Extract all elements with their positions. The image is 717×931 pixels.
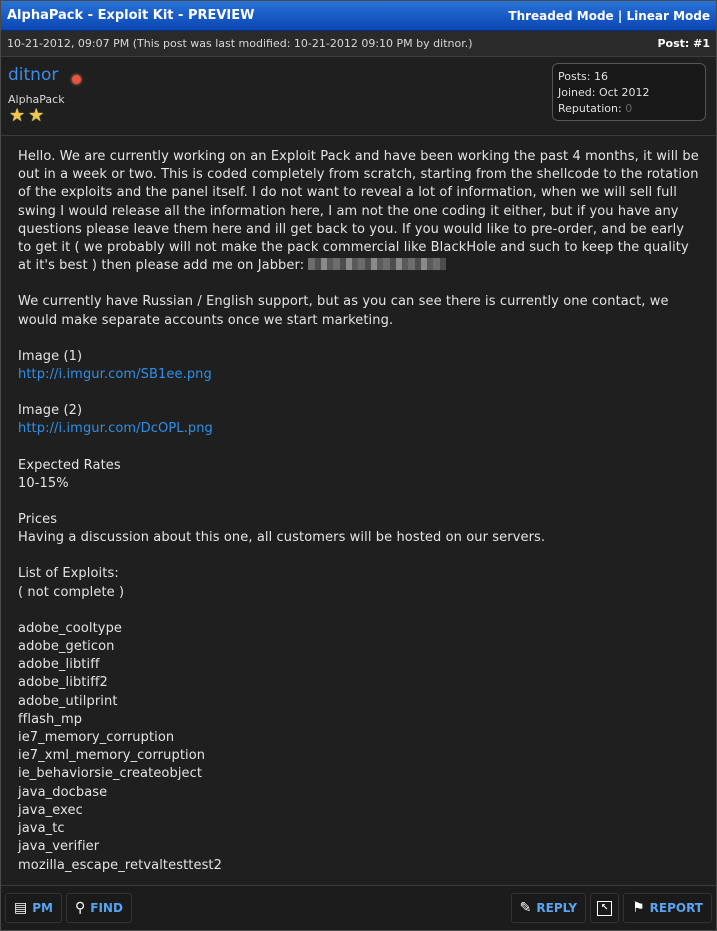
pm-button[interactable] [5,893,62,923]
reply-label: REPLY [536,901,578,915]
image2-link[interactable]: http://i.imgur.com/DcOPL.png [18,421,213,437]
pencil-icon: ✎ [519,900,532,916]
quote-arrow-icon: ↖ [597,901,612,916]
list-item: java_docbase [18,784,108,800]
post-body [1,136,716,875]
reputation-label: Reputation: [558,102,622,115]
list-item: mozilla_escape_retvaltesttest2 [18,857,223,873]
post-timestamp: 10-21-2012, 09:07 PM (This post was last modified: 10-21-2012 09:10 PM by ditnor.) [7,37,473,50]
list-item: fflash_mp [18,711,83,727]
message-icon: ▤ [14,900,28,916]
joined-date: Oct 2012 [598,86,650,99]
report-label: REPORT [649,901,703,915]
posts-stat [558,69,700,85]
star-icon: ★ [28,105,45,126]
list-item: ie_behaviorsie_createobject [18,766,203,782]
threaded-mode-link[interactable]: Threaded Mode [508,8,614,23]
user-stars [9,107,44,125]
list-item: adobe_geticon [18,639,115,655]
support-text: We currently have Russian / English support, but as you can see there is currently one contact, we would make separate accounts once we start marketing. [18,294,669,328]
exploits-note: ( not complete ) [18,584,125,600]
find-label: FIND [90,901,123,915]
thread-title: AlphaPack - Exploit Kit - PREVIEW [7,8,255,23]
flag-icon: ⚑ [632,900,645,916]
linear-mode-link[interactable]: Linear Mode [626,8,710,23]
offline-status-icon [72,75,81,84]
right-actions [511,893,712,923]
left-actions [5,893,132,923]
post-paragraph [18,148,699,275]
image1-link[interactable]: http://i.imgur.com/SB1ee.png [18,367,212,383]
list-item: ie7_memory_corruption [18,730,175,746]
prices-label: Prices [18,512,58,528]
mode-separator: | [613,8,627,23]
author-info [1,57,716,136]
image1-label: Image (1) [18,348,83,364]
exploits-heading-block [18,565,699,601]
prices-block [18,511,699,547]
prices-value: Having a discussion about this one, all customers will be hosted on our servers. [18,530,546,546]
posts-count: 16 [593,70,608,83]
author-title: AlphaPack [8,93,65,106]
exploit-list [18,620,699,875]
redacted-contact [308,258,446,270]
author-name-link[interactable]: ditnor [8,65,59,85]
list-item: ie7_xml_memory_corruption [18,748,206,764]
list-item: adobe_utilprint [18,693,118,709]
reputation-value[interactable]: 0 [625,102,633,115]
post-actions-bar [1,885,716,930]
pm-label: PM [32,901,53,915]
posts-label: Posts: [558,70,591,83]
list-item: adobe_cooltype [18,620,123,636]
find-button[interactable] [66,893,132,923]
list-item: java_tc [18,821,65,837]
list-item: java_verifier [18,839,100,855]
joined-stat [558,85,700,101]
reputation-stat [558,101,700,117]
report-button[interactable] [623,893,712,923]
exploits-label: List of Exploits: [18,566,119,582]
image2-label: Image (2) [18,403,83,419]
post-meta-bar [1,31,716,57]
thread-titlebar [1,1,716,31]
intro-text: Hello. We are currently working on an Exploit Pack and have been working the past 4 months, it will be out in a week or two. This is coded completely from scratch, starting from the shellcode to the rotation of the exploits and the panel itself. I do not want to reveal a lot of information, when we will sell full swing I would release all the information here, I am not the one coding it either, but if you have any questions please leave them here and ill get back to you. If you would like to pre-order, and be early to get it ( we probably will not make the pack commercial like BlackHole and such to keep the quality at it's best ) then please add me on Jabber: [18,149,699,274]
search-icon: ⚲ [74,900,86,916]
list-item: adobe_libtiff2 [18,675,108,691]
joined-label: Joined: [558,86,596,99]
image1-block [18,348,699,384]
list-item: adobe_libtiff [18,657,100,673]
quote-button[interactable] [590,893,619,923]
list-item: java_exec [18,802,83,818]
rates-block [18,457,699,493]
view-modes [508,9,710,23]
post-number-link[interactable]: Post: #1 [657,37,710,50]
rates-value: 10-15% [18,475,69,491]
star-icon: ★ [9,105,26,126]
author-stats-box [552,63,706,121]
rates-label: Expected Rates [18,457,121,473]
image2-block [18,402,699,438]
reply-button[interactable] [511,893,586,923]
